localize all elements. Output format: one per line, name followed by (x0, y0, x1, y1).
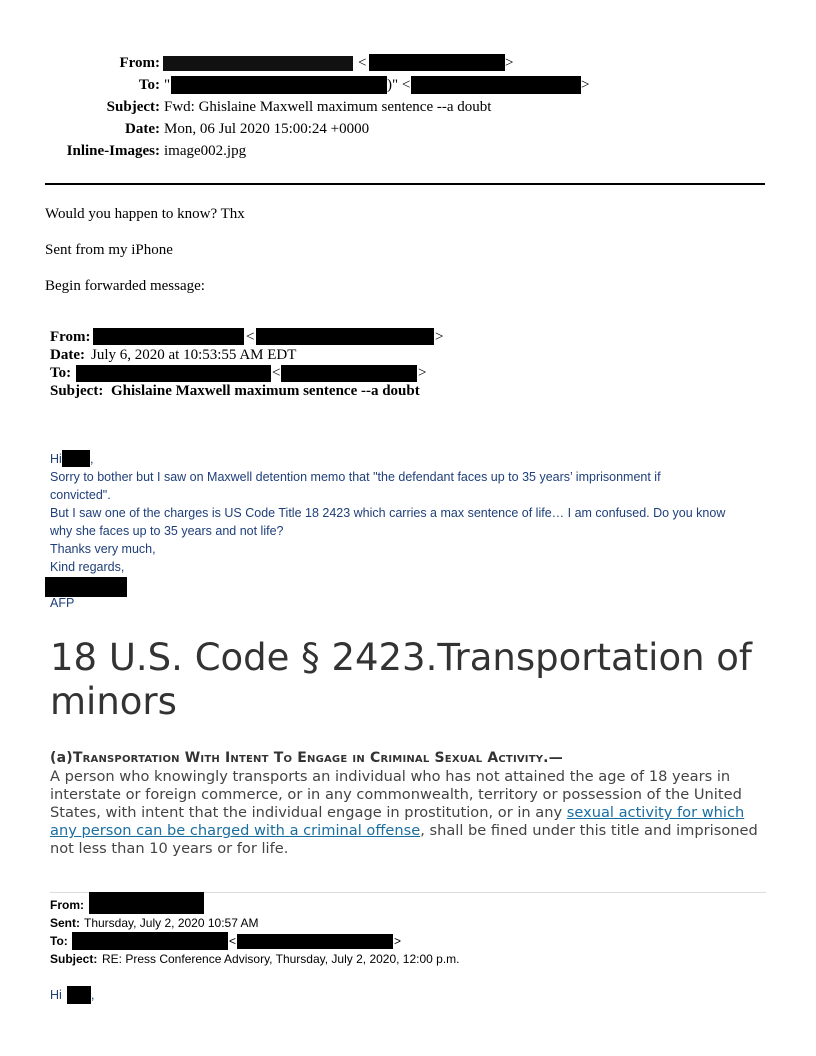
greeting-hi: Hi (50, 452, 62, 466)
earlier-subject-value: RE: Press Conference Advisory, Thursday, July 2, 2020, 12:00 p.m. (102, 952, 460, 966)
greeting-comma: , (90, 452, 94, 466)
to-mid: )" < (387, 77, 411, 93)
header-divider (45, 183, 765, 185)
redaction-block (67, 986, 91, 1004)
statute-title-line-1: 18 U.S. Code § 2423.Transportation of (50, 636, 752, 679)
fwd-to-open: < (272, 365, 281, 381)
redaction-block (76, 365, 271, 382)
subject-label: Subject: (106, 99, 160, 115)
para-line-4-text: , shall be fined under this title and imprisoned (420, 822, 758, 839)
from-open-bracket: < (358, 55, 367, 71)
earlier-from-label: From: (50, 898, 84, 912)
redaction-block (72, 932, 228, 950)
section-heading-text: Transportation With Intent To Engage in Criminal Sexual Activity.— (72, 750, 563, 766)
redaction-block (171, 76, 387, 94)
from-label: From: (119, 55, 160, 71)
to-open-quote: " (164, 77, 171, 93)
para-line-1: A person who knowingly transports an individual who has not attained the age of 18 years in (50, 768, 731, 785)
earlier-greeting-hi: Hi (50, 988, 62, 1002)
earlier-to-label: To: (50, 934, 68, 948)
sexual-activity-link[interactable]: sexual activity for which (566, 804, 745, 821)
redaction-block (89, 892, 204, 914)
redaction-block (45, 577, 127, 597)
body-line-2: Sent from my iPhone (45, 242, 173, 258)
date-label: Date: (125, 121, 160, 137)
fwd-from-close: > (435, 329, 444, 345)
to-label: To: (138, 77, 160, 93)
para-line-4 (50, 822, 758, 840)
body-line-3: Begin forwarded message: (45, 278, 205, 294)
inline-images-value: image002.jpg (164, 143, 247, 159)
redaction-block (93, 328, 244, 345)
redaction-block (237, 934, 393, 949)
fwd-from-label: From: (50, 329, 91, 345)
earlier-sent-value: Thursday, July 2, 2020 10:57 AM (84, 916, 259, 930)
message-line-6: Kind regards, (50, 560, 125, 574)
redaction-block (163, 56, 353, 71)
para-line-5: not less than 10 years or for life. (50, 840, 289, 857)
subject-value: Fwd: Ghislaine Maxwell maximum sentence --a doubt (164, 99, 492, 115)
from-close-bracket: > (505, 55, 514, 71)
section-prefix: (a) (50, 750, 73, 766)
para-line-3-text: States, with intent that the individual engage in prostitution, or in any (50, 804, 567, 821)
earlier-to-close: > (394, 934, 402, 948)
fwd-from-open: < (246, 329, 255, 345)
message-line-2: convicted". (50, 488, 111, 502)
date-value: Mon, 06 Jul 2020 15:00:24 +0000 (164, 121, 370, 137)
fwd-date-value: July 6, 2020 at 10:53:55 AM EDT (91, 347, 297, 363)
redaction-block (369, 54, 505, 71)
message-line-4: why she faces up to 35 years and not life? (50, 524, 284, 538)
redaction-block (411, 76, 581, 94)
message-org: AFP (50, 596, 75, 610)
message-line-3: But I saw one of the charges is US Code Title 18 2423 which carries a max sentence of life… I am confused. Do you know (50, 506, 726, 520)
message-line-1: Sorry to bother but I saw on Maxwell detention memo that "the defendant faces up to 35 years’ imprisonment if (50, 470, 661, 484)
fwd-to-close: > (418, 365, 427, 381)
redaction-block (62, 450, 90, 467)
earlier-subject-label: Subject: (50, 952, 98, 966)
fwd-to-label: To: (50, 365, 72, 381)
para-line-3 (50, 804, 744, 822)
inline-images-label: Inline-Images: (66, 143, 160, 159)
para-line-2: interstate or foreign commerce, or in any commonwealth, territory or possession of the United (50, 786, 742, 803)
statute-title-line-2: minors (50, 680, 177, 723)
criminal-offense-link[interactable]: any person can be charged with a criminal offense (50, 822, 421, 839)
earlier-sent-label: Sent: (50, 916, 80, 930)
fwd-date-label: Date: (50, 347, 85, 363)
message-line-5: Thanks very much, (50, 542, 156, 556)
earlier-to-open: < (229, 934, 237, 948)
earlier-greeting-comma: , (91, 988, 95, 1002)
fwd-subject-label: Subject: (50, 383, 104, 399)
fwd-subject-value: Ghislaine Maxwell maximum sentence --a doubt (111, 383, 420, 399)
to-close-bracket: > (581, 77, 590, 93)
body-line-1: Would you happen to know? Thx (45, 206, 245, 222)
section-heading (50, 750, 563, 766)
redaction-block (281, 365, 417, 382)
redaction-block (256, 328, 434, 345)
